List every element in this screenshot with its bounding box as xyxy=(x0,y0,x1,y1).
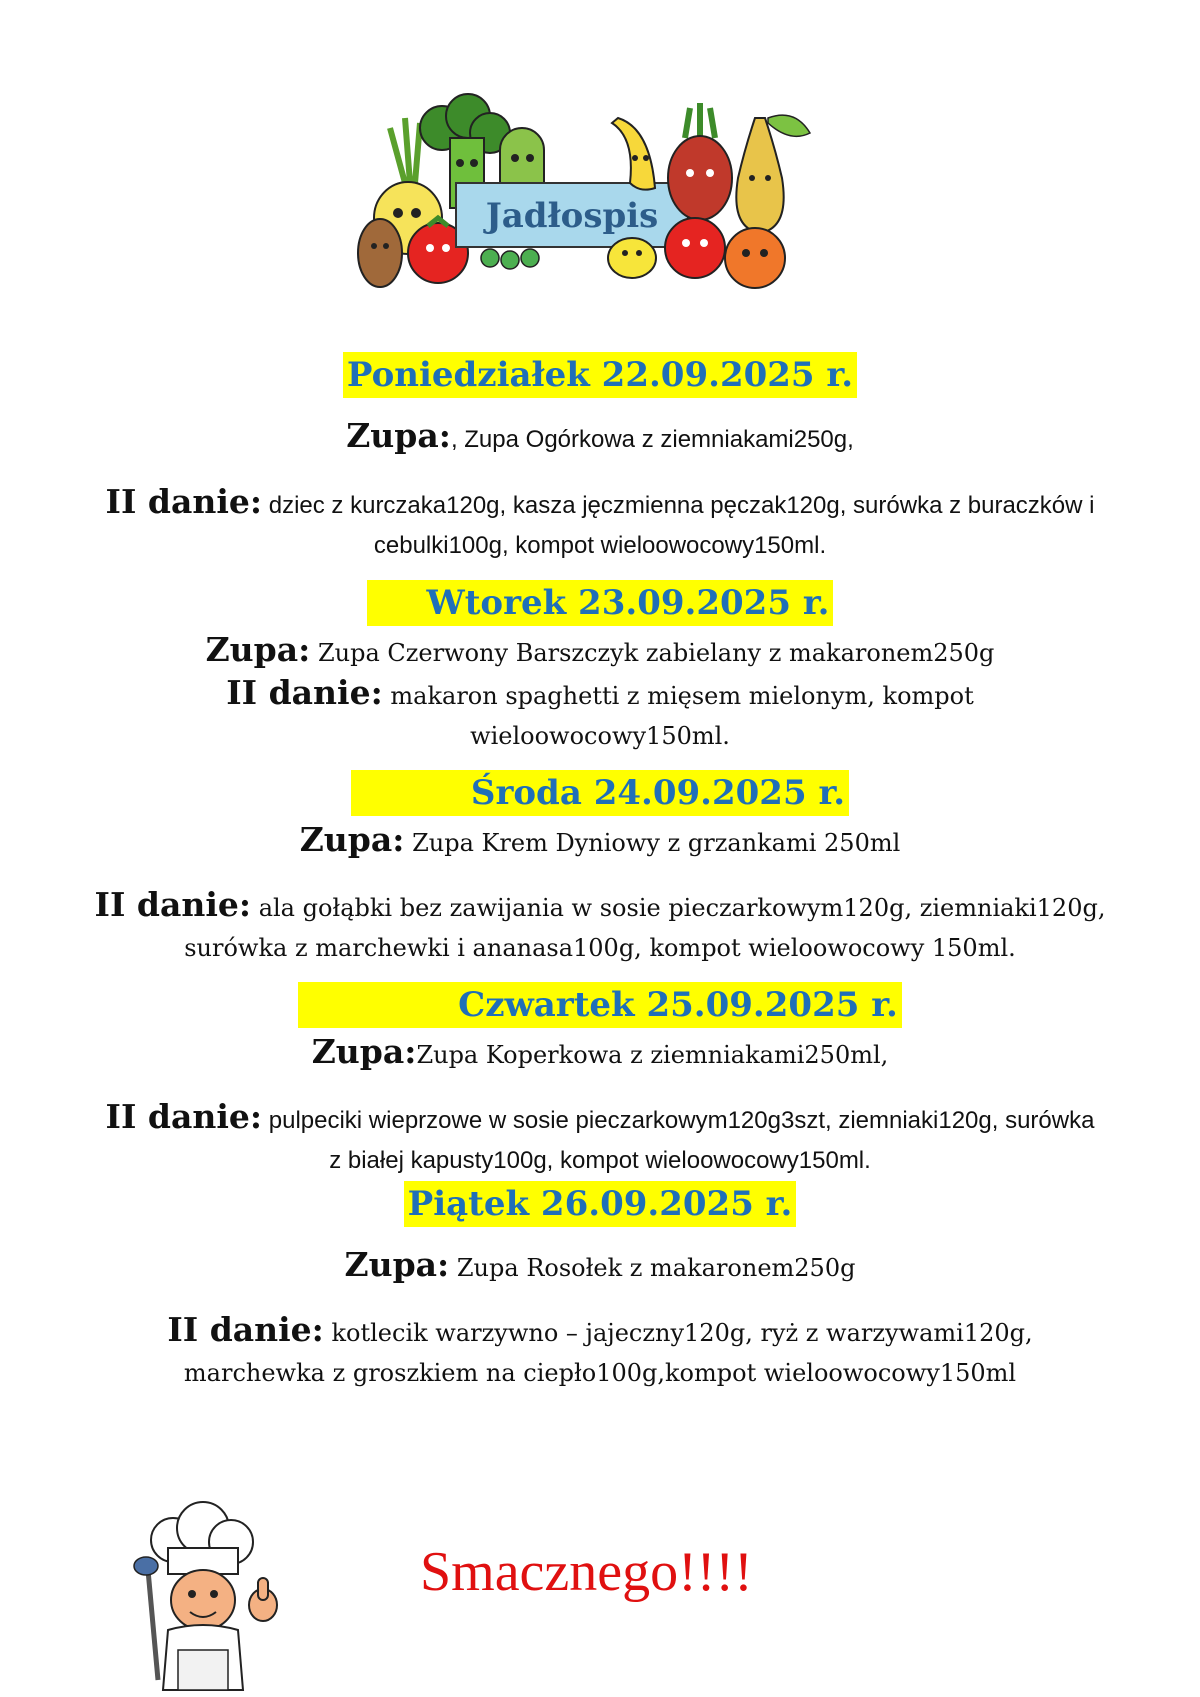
header-illustration xyxy=(350,88,870,318)
pineapple-icon xyxy=(668,103,732,220)
soup-text: , Zupa Ogórkowa z ziemniakami250g, xyxy=(450,426,854,453)
chef-hat-icon xyxy=(151,1502,253,1574)
apple-icon xyxy=(665,218,725,278)
soup-row xyxy=(60,416,1140,460)
main-text: pulpeciki wieprzowe w sosie pieczarkowym120g3szt, ziemniaki120g, surówka xyxy=(262,1107,1095,1134)
soup-label: Zupa: xyxy=(299,820,405,859)
main-text-continued: marchewka z groszkiem na ciepło100g,kompot wieloowocowy150ml xyxy=(183,1359,1017,1387)
soup-text: Zupa Rosołek z makaronem250g xyxy=(449,1254,856,1282)
lemon-icon xyxy=(608,238,656,278)
ladle-icon xyxy=(134,1557,158,1680)
banner-title: Jadłospis xyxy=(485,196,659,236)
day-heading xyxy=(60,770,1140,820)
soup-label: Zupa: xyxy=(346,416,451,455)
day-heading xyxy=(60,1181,1140,1231)
soup-text: Zupa Czerwony Barszczyk zabielany z makaronem250g xyxy=(310,639,995,667)
day-heading-text: Piątek 26.09.2025 r. xyxy=(404,1181,797,1227)
main-label: II danie: xyxy=(105,1097,263,1136)
menu-banner xyxy=(456,183,688,247)
potato-icon xyxy=(358,219,402,287)
main-text: makaron spaghetti z mięsem mielonym, kompot xyxy=(382,682,974,710)
main-row xyxy=(60,1310,1140,1353)
main-label: II danie: xyxy=(94,885,252,924)
closing-message: Smacznego!!!! xyxy=(420,1541,753,1603)
main-text-continued: z białej kapusty100g, kompot wieloowocowy150ml. xyxy=(329,1147,871,1174)
pear-icon xyxy=(736,115,810,233)
soup-row xyxy=(60,630,1140,673)
soup-label: Zupa: xyxy=(205,630,311,669)
main-text: kotlecik warzywno – jajeczny120g, ryż z warzywami120g, xyxy=(323,1319,1033,1347)
main-text: ala gołąbki bez zawijania w sosie pieczarkowym120g, ziemniaki120g, xyxy=(251,894,1106,922)
soup-label: Zupa: xyxy=(344,1245,450,1284)
day-heading xyxy=(60,982,1140,1032)
orange-icon xyxy=(725,228,785,288)
day-heading-text: Wtorek 23.09.2025 r. xyxy=(367,580,834,626)
main-text-continued: wieloowocowy150ml. xyxy=(470,722,730,750)
soup-row xyxy=(60,1245,1140,1288)
peas-icon xyxy=(481,249,539,269)
main-text-continued: cebulki100g, kompot wieloowocowy150ml. xyxy=(373,532,827,559)
main-row xyxy=(60,673,1140,716)
chef-face-icon xyxy=(171,1570,235,1630)
weekly-menu xyxy=(60,352,1140,1393)
day-heading-text: Poniedziałek 22.09.2025 r. xyxy=(343,352,857,398)
banana-icon xyxy=(612,118,655,190)
soup-label: Zupa: xyxy=(311,1032,417,1071)
day-heading-text: Środa 24.09.2025 r. xyxy=(351,770,849,816)
soup-text: Zupa Krem Dyniowy z grzankami 250ml xyxy=(404,829,901,857)
main-text-continued: surówka z marchewki i ananasa100g, kompot wieloowocowy 150ml. xyxy=(184,934,1016,962)
main-label: II danie: xyxy=(105,482,263,521)
chef-body-icon xyxy=(163,1625,243,1690)
main-row xyxy=(60,482,1140,526)
chef-illustration xyxy=(118,1500,288,1696)
main-text: dziec z kurczaka120g, kasza jęczmienna pęczak120g, surówka z buraczków i xyxy=(262,492,1095,519)
soup-row xyxy=(60,1032,1140,1075)
thumbs-up-icon xyxy=(249,1578,277,1621)
day-heading-text: Czwartek 25.09.2025 r. xyxy=(298,982,902,1028)
main-label: II danie: xyxy=(226,673,383,712)
main-row xyxy=(60,885,1140,928)
main-row xyxy=(60,1097,1140,1141)
main-label: II danie: xyxy=(167,1310,324,1349)
day-heading xyxy=(60,352,1140,402)
soup-row xyxy=(60,820,1140,863)
soup-text: Zupa Koperkowa z ziemniakami250ml, xyxy=(416,1041,889,1069)
day-heading xyxy=(60,580,1140,630)
